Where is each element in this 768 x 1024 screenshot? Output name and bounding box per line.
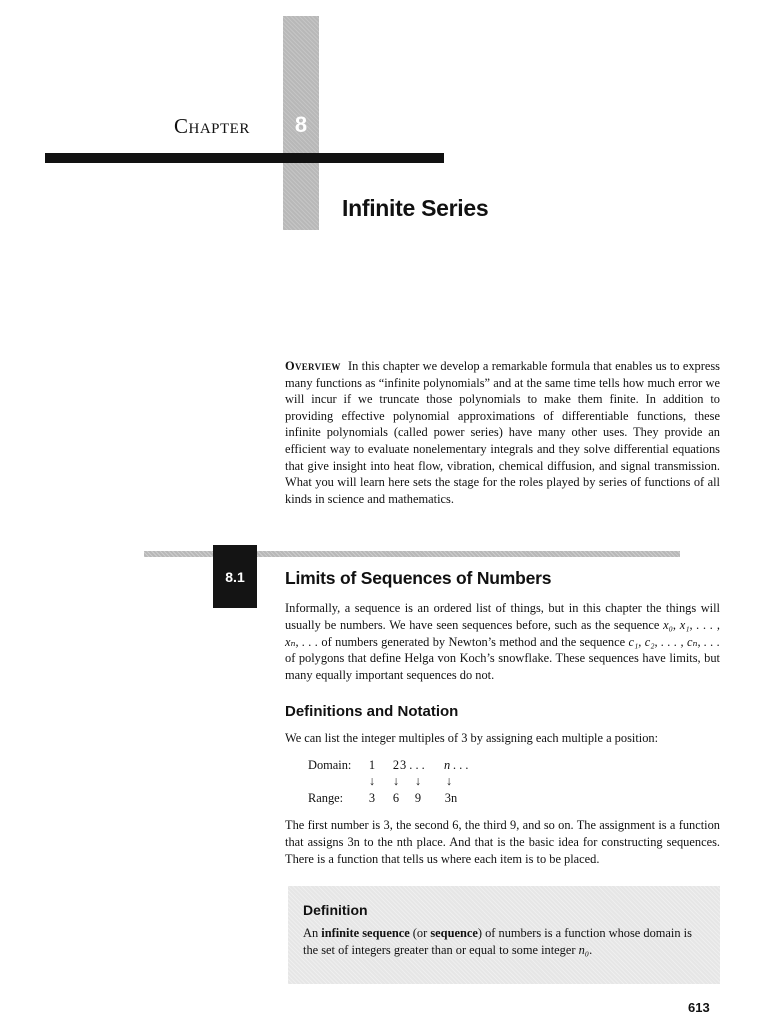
section-paragraph <box>285 600 720 684</box>
domain-label: Domain: <box>308 758 352 772</box>
chapter-title: Infinite Series <box>342 195 489 221</box>
range-value: 3n <box>444 791 458 805</box>
chapter-rule <box>45 153 444 163</box>
subsection-title: Definitions and Notation <box>285 703 459 720</box>
sequence-c-math: c₁, c₂, . . . , cₙ, . . . <box>628 634 720 649</box>
definition-term: sequence <box>430 926 478 940</box>
chapter-label: Chapter <box>174 114 250 138</box>
section-number: 8.1 <box>225 569 245 585</box>
definition-part: . <box>589 942 593 957</box>
mapping-arrow: ↓ <box>368 774 376 788</box>
definition-title: Definition <box>303 902 368 918</box>
page-number: 613 <box>688 1000 710 1015</box>
range-value: 9 <box>414 791 422 805</box>
section-title: Limits of Sequences of Numbers <box>285 568 552 588</box>
overview-paragraph <box>285 358 720 507</box>
range-value: 3 <box>368 791 376 805</box>
domain-value: 2 <box>392 758 400 772</box>
definition-part: ) of numbers is a function whose domain is the set of integers greater than or equal to some integer <box>303 926 692 957</box>
chapter-number: 8 <box>294 112 308 137</box>
subsection-paragraph: The first number is 3, the second 6, the third 9, and so on. The assignment is a function that assigns 3n to the nth place. And that is the basic idea for constructing sequences. There is a function that tells us where each item is to be placed. <box>285 818 720 866</box>
mapping-arrow: ↓ <box>414 774 422 788</box>
subsection-intro: We can list the integer multiples of 3 by assigning each multiple a position: <box>285 731 659 745</box>
domain-value: n . . . <box>444 758 469 772</box>
paragraph-text: Informally, a sequence is an ordered list of things, but in this chapter the things will usually be numbers. We have seen sequences before, such as the sequence <box>285 601 720 632</box>
definition-term: infinite sequence <box>321 926 410 940</box>
mapping-arrow: ↓ <box>392 774 400 788</box>
domain-value: 3 . . . <box>400 758 425 772</box>
definition-text <box>303 925 708 959</box>
definition-part: An <box>303 926 322 940</box>
definition-variable: n₀ <box>578 942 590 957</box>
range-value: 6 <box>392 791 400 805</box>
range-label: Range: <box>308 791 344 805</box>
paragraph-text: of numbers generated by Newton’s method and the sequence <box>318 634 629 649</box>
overview-text: In this chapter we develop a remarkable formula that enables us to express many functions as “infinite polynomials” and at the same time tells how much error we will incur if we truncate those polynomials to make them finite. In addition to providing effective polynomial approximations of differentiable functions, these infinite polynomials (called power series) have many other uses. They provide an efficient way to evaluate nonelementary integrals and they solve differential equations that give insight into heat flow, vibration, chemical diffusion, and signal transmission. What you will learn here sets the stage for the roles played by series of functions of all kinds in science and mathematics. <box>285 359 720 506</box>
sequence-x-math: x₀, x₁, . . . , xₙ, . . . <box>285 617 720 649</box>
overview-lead: Overview <box>285 359 341 373</box>
mapping-arrow: ↓ <box>445 774 453 788</box>
domain-value: 1 <box>368 758 376 772</box>
paragraph-text: of polygons that define Helga von Koch’s snowflake. These sequences have limits, but many equally important sequences do not. <box>285 651 720 683</box>
definition-part: (or <box>409 926 431 940</box>
